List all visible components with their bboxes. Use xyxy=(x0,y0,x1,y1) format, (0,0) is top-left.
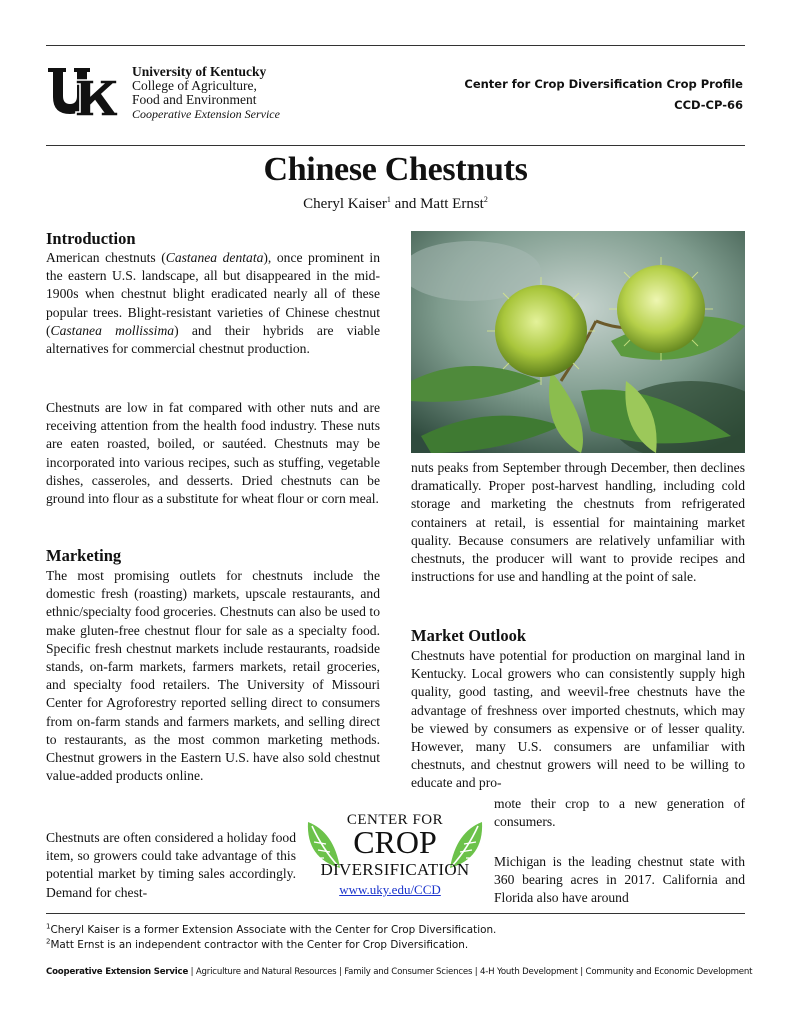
uk-logo-icon xyxy=(46,64,118,120)
author-1: Cheryl Kaiser xyxy=(303,196,387,212)
logo-food-environment: Food and Environment xyxy=(132,92,257,107)
intro-text-b: ), once prominent in the eastern U.S. landscape, all but disappeared in the mid-1900s when chestnut blight eradicated nearly all of these popular trees. Blight-resistant varieties of Chinese chestnut ( xyxy=(46,250,380,338)
ccd-logo xyxy=(300,810,490,890)
logo-extension: Cooperative Extension Service xyxy=(132,107,280,121)
heading-marketing: Marketing xyxy=(46,546,122,565)
page-title: Chinese Chestnuts xyxy=(263,151,528,188)
heading-market-outlook: Market Outlook xyxy=(411,626,527,645)
page-footer xyxy=(46,967,752,977)
heading-introduction: Introduction xyxy=(46,229,136,248)
marketing-paragraph-2: Chestnuts are often considered a holiday food item, so growers could take advantage of this potential market by timing sales accordingly. Demand for chest- xyxy=(46,830,296,900)
market-outlook-paragraph-1-tail: mote their crop to a new generation of consumers. xyxy=(494,796,745,830)
market-outlook-paragraph-1: Chestnuts have potential for production on marginal land in Kentucky. Local growers who can consistently supply high quality, good tasting, and weevil-free chestnuts have the advantage of freshness over imported chestnuts, which may be viewed by consumers as expensive or of lesser quality. However, many U.S. consumers are unfamiliar with chestnuts, and chestnut growers will need to be willing to educate and pro- xyxy=(411,648,745,791)
marketing-paragraph-1: The most promising outlets for chestnuts include the domestic fresh (roasting) markets, upscale restaurants, and ethnic/specialty food groceries. Chestnuts can also be used to make gluten-free chestnut flour for sale as a specialty food. Specific fresh chestnut markets include restaurants, roadside stands, on-farm markets, farmers markets, retail groceries, and specialty food retailers. The University of Missouri Center for Agroforestry reported selling direct to consumers from on-farm stands and farmers markets, and selling direct to restaurants, as the most common marketing methods. Chestnut growers in the Eastern U.S. have also sold chestnut value-added products online. xyxy=(46,568,380,784)
scientific-name-chinese: Castanea mollissima xyxy=(50,322,175,338)
logo-college: College of Agriculture, xyxy=(132,78,257,93)
header-rule xyxy=(46,145,745,146)
intro-text-c: ) and their hybrids are viable alternatives for commercial chestnut production. xyxy=(46,322,380,357)
author-1-mark: 1 xyxy=(386,195,391,204)
footer-lead: Cooperative Extension Service xyxy=(46,967,189,977)
footnote-2-mark: 2 xyxy=(46,937,51,946)
marketing-paragraph-2-continued: nuts peaks from September through December, then declines dramatically. Proper post-harvest handling, including cold storage and marketing the chestnuts from refrigerated containers at retail, is essential for maintaining market quality. Because consumers are relatively unfamiliar with chestnuts, the producer will want to provide recipes and instructions for use and handling at the point of sale. xyxy=(411,460,745,585)
logo-university: University of Kentucky xyxy=(132,64,267,79)
intro-paragraph-2: Chestnuts are low in fat compared with other nuts and are receiving attention from the health food industry. These nuts are eaten roasted, boiled, or sautéed. Chestnuts may be incorporated into various recipes, such as stuffing, vegetable dishes, casseroles, and desserts. Dried chestnuts can be ground into flour as a substitute for wheat flour or corn meal. xyxy=(46,400,380,507)
series-title: Center for Crop Diversification Crop Profile xyxy=(464,77,743,91)
document-code: CCD-CP-66 xyxy=(674,98,743,112)
footnote-2-text: Matt Ernst is an independent contractor with the Center for Crop Diversification. xyxy=(50,939,469,951)
ccd-logo-crop: CROP xyxy=(353,824,437,860)
footnote-2 xyxy=(46,939,468,952)
ccd-website-link[interactable]: www.uky.edu/CCD xyxy=(339,882,441,897)
author-2: Matt Ernst xyxy=(420,196,484,212)
ccd-logo-center-for: CENTER FOR xyxy=(346,812,444,828)
author-joiner: and xyxy=(390,196,421,212)
footnote-rule xyxy=(46,913,745,914)
footnote-1 xyxy=(46,924,496,937)
footer-program-areas: | Agriculture and Natural Resources | Family and Consumer Sciences | 4-H Youth Development | Community and Economic Development xyxy=(188,967,753,977)
author-2-mark: 2 xyxy=(483,195,488,204)
top-rule xyxy=(46,45,745,46)
footnote-1-mark: 1 xyxy=(46,922,51,931)
intro-text-a: American chestnuts ( xyxy=(46,250,166,265)
footnote-1-text: Cheryl Kaiser is a former Extension Associate with the Center for Crop Diversification. xyxy=(50,924,497,936)
scientific-name-american: Castanea dentata xyxy=(165,250,264,265)
author-line xyxy=(0,196,791,213)
intro-paragraph-1 xyxy=(46,249,380,358)
market-outlook-paragraph-2: Michigan is the leading chestnut state with 360 bearing acres in 2017. California and Florida also have around xyxy=(494,854,745,906)
ccd-logo-diversification: DIVERSIFICATION xyxy=(320,860,470,879)
chestnut-burs-photo xyxy=(411,231,745,453)
